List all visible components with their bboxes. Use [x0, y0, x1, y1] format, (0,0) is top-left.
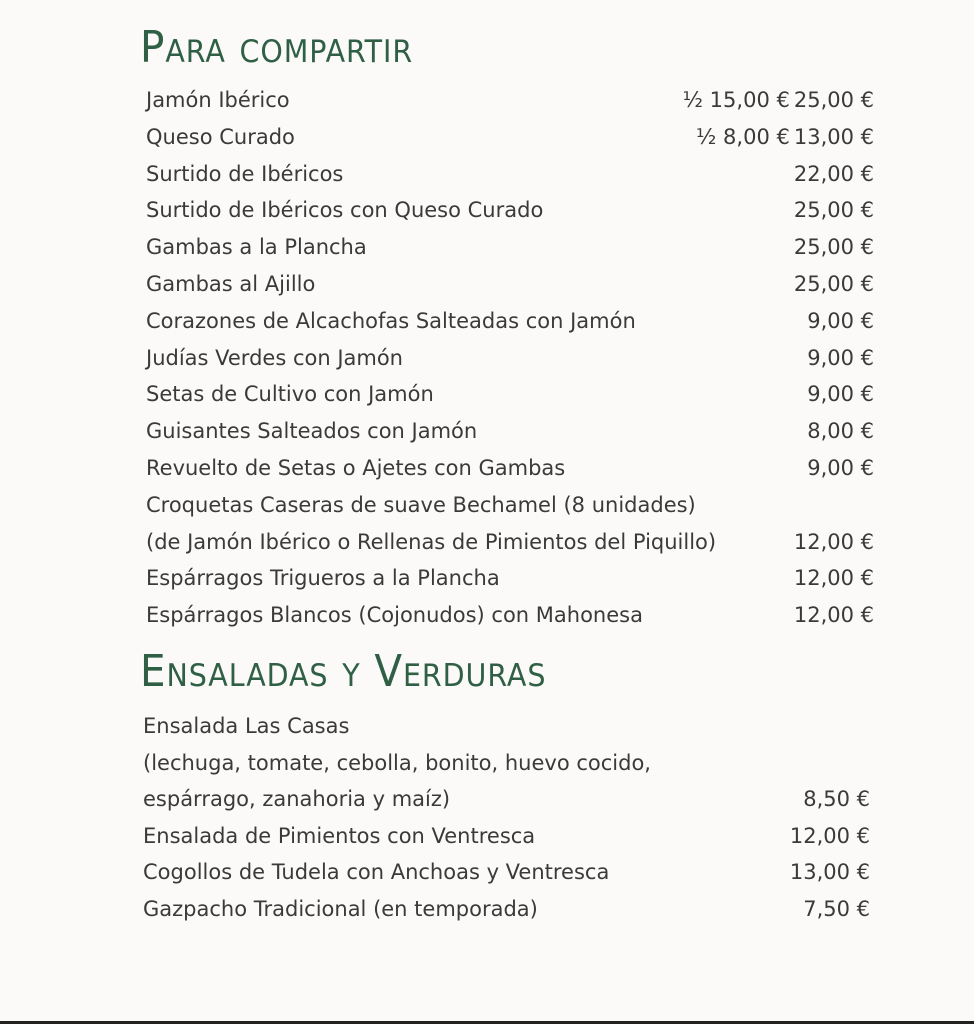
menu-item-price-group [790, 597, 874, 634]
menu-item [0, 229, 974, 266]
menu-item-price: 25,00 € [793, 271, 874, 296]
menu-item-price-group [790, 524, 874, 561]
menu-item-name: Revuelto de Setas o Ajetes con Gambas [146, 455, 566, 480]
menu-item-price-group [790, 192, 874, 229]
section-para-compartir [0, 82, 974, 634]
section-title-para-compartir: Para compartir [140, 22, 414, 73]
menu-item [0, 524, 974, 561]
menu-item-name: (de Jamón Ibérico o Rellenas de Pimientos del Piquillo) [146, 529, 717, 554]
menu-item-name: Guisantes Salteados con Jamón [146, 419, 478, 444]
menu-item-price-group [799, 781, 870, 818]
menu-item-name: (lechuga, tomate, cebolla, bonito, huevo cocido, [143, 750, 651, 775]
menu-item [0, 303, 974, 340]
menu-item-name: Jamón Ibérico [146, 88, 290, 112]
menu-item-price-group [696, 119, 874, 156]
menu-item-price-group [803, 340, 874, 377]
menu-item-name: Setas de Cultivo con Jamón [146, 382, 434, 407]
menu-item-name: Croquetas Caseras de suave Bechamel (8 unidades) [146, 492, 696, 517]
menu-item-price: 9,00 € [807, 345, 874, 370]
menu-item-price-group [803, 450, 874, 487]
menu-item-price: 8,50 € [803, 787, 870, 812]
section-ensaladas-y-verduras [0, 708, 974, 928]
menu-item-name: Ensalada Las Casas [143, 714, 350, 738]
menu-item-price: 9,00 € [807, 308, 874, 333]
menu-item-price-group [870, 487, 874, 524]
menu-item [0, 560, 974, 597]
menu-item-price: 12,00 € [789, 823, 870, 848]
menu-item-name: Judías Verdes con Jamón [146, 345, 403, 370]
menu-item-price: 9,00 € [807, 455, 874, 480]
menu-item-price-group [803, 376, 874, 413]
menu-item-price: 12,00 € [793, 529, 874, 554]
menu-item [0, 781, 974, 818]
menu-item [0, 708, 974, 745]
menu-item-name: espárrago, zanahoria y maíz) [143, 787, 451, 812]
menu-item-name: Cogollos de Tudela con Anchoas y Ventresca [143, 860, 610, 885]
menu-item-price: 25,00 € [793, 235, 874, 260]
menu-item-name: Espárragos Blancos (Cojonudos) con Mahonesa [146, 603, 643, 628]
menu-item [0, 597, 974, 634]
menu-item-price-group [683, 82, 874, 119]
menu-item-price-group [803, 413, 874, 450]
menu-item-price: 25,00 € [793, 198, 874, 223]
menu-item-price-group [786, 818, 870, 855]
menu-item-price-group [866, 745, 870, 782]
menu-item-name: Espárragos Trigueros a la Plancha [146, 566, 500, 591]
menu-item-name: Surtido de Ibéricos [146, 161, 344, 186]
menu-item [0, 854, 974, 891]
menu-item-name: Gambas al Ajillo [146, 271, 316, 296]
menu-item [0, 192, 974, 229]
menu-item-half-price: ½ 8,00 € [696, 124, 790, 149]
menu-item [0, 340, 974, 377]
menu-item-name: Corazones de Alcachofas Salteadas con Jamón [146, 308, 636, 333]
menu-item [0, 818, 974, 855]
menu-item-name: Surtido de Ibéricos con Queso Curado [146, 198, 544, 223]
menu-item-price: 12,00 € [793, 603, 874, 628]
menu-item-price: 25,00 € [793, 88, 874, 112]
menu-item-price: 8,00 € [807, 419, 874, 444]
menu-item-price-group [790, 229, 874, 266]
menu-item-name: Ensalada de Pimientos con Ventresca [143, 823, 536, 848]
menu-item-price-group [790, 266, 874, 303]
menu-item-price-group [803, 303, 874, 340]
section-title-ensaladas-y-verduras: Ensaladas y Verduras [140, 646, 547, 697]
menu-item [0, 450, 974, 487]
menu-item-price-group [790, 156, 874, 193]
menu-item-price-group [786, 854, 870, 891]
menu-item [0, 82, 974, 119]
menu-item [0, 266, 974, 303]
menu-item-name: Gambas a la Plancha [146, 235, 367, 260]
menu-item-price: 13,00 € [793, 124, 874, 149]
menu-item-price-group [799, 891, 870, 928]
menu-item [0, 891, 974, 928]
menu-item [0, 413, 974, 450]
menu-item-price: 12,00 € [793, 566, 874, 591]
menu-item-price-group [866, 708, 870, 745]
menu-item [0, 745, 974, 782]
menu-item [0, 119, 974, 156]
menu-item-price: 7,50 € [803, 896, 870, 921]
menu-item-price: 22,00 € [793, 161, 874, 186]
menu-item-price: 9,00 € [807, 382, 874, 407]
menu-item-name: Gazpacho Tradicional (en temporada) [143, 896, 538, 921]
menu-item-half-price: ½ 15,00 € [682, 88, 790, 112]
menu-item [0, 156, 974, 193]
menu-item [0, 376, 974, 413]
menu-item-price-group [790, 560, 874, 597]
menu-item-name: Queso Curado [146, 124, 295, 149]
menu-item [0, 487, 974, 524]
menu-item-price: 13,00 € [789, 860, 870, 885]
